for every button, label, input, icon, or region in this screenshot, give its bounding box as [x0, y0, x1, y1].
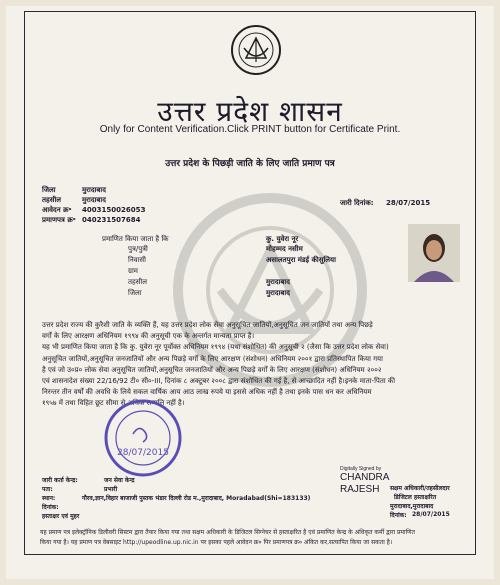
holder-photo — [408, 224, 460, 282]
footer-line-1: यह प्रमाण पत्र इलेक्ट्रॉनिक डिलीवरी सिस्टम द्वारा तैयार किया गया तथा सक्षम अधिकारी के डिजिटल सिग्नेचर से हस्ताक्षरित है एवं प्रमाणित केन्द्र के अधिकृत कर्मी द्वारा प्रमाणित — [40, 529, 415, 536]
body-line-6: एवं शासनादेश संख्या 22/16/92 टी० सी०-III, दिनांक ८ अक्टूबर २००८ द्वारा संशोधित की गई है, से आच्छादित नहीं है।इनके माता-पिता की — [42, 377, 396, 386]
application-value: 400315002605З — [82, 206, 146, 214]
body-line-5: है एवं जो उ०प्र० लोक सेवा अनुसूचित जातियों,अनुसूचित जनजातियों और अन्य पिछड़े वर्गों के लिए आरक्षण (संशोधन) अधिनियम २००२ — [42, 365, 382, 374]
signer-place: मुरादाबाद,मुरादाबाद — [390, 503, 434, 510]
issuer-sign-label: हस्ताक्षर एवं मुहर — [42, 513, 80, 520]
signer-name-line-1: CHANDRA — [340, 472, 390, 483]
father-name: मोहम्मद नसीम — [266, 245, 303, 253]
body-line-3: यह भी प्रमाणित किया जाता है कि कु. युवेरा नूर पूर्वोक्त अधिनियम १९९४ (यथा संशोधित) की अनुसूची २ (जैसा कि उत्तर प्रदेश लोक सेवा) — [42, 343, 389, 352]
issue-date-value: 28/07/2015 — [386, 199, 431, 207]
footer-line-2: किया गया है। यह प्रमाण पत्र वेबसाइट http://upeodline.up.nic.in पर इसका पहले आवेदन क्र० पिर प्रमाणपत्र क्र० अंकित कर,सत्यापित किया जा सकता है। — [40, 539, 393, 546]
district-label: जिला — [42, 186, 56, 194]
stamp-date: 28/07/2015 — [117, 448, 169, 458]
details-district-value: मुरादाबाद — [266, 289, 290, 297]
digital-signature-caption: Digitally Signed by — [340, 466, 382, 472]
resident-value: असालतपुरा मंडई कीसुलिया — [266, 256, 336, 264]
issuer-address-label: पता: — [42, 486, 53, 493]
verification-note: Only for Content Verification.Click PRINT button for Certificate Print. — [99, 124, 401, 135]
body-line-2: वर्गों के लिए आरक्षण अधिनियम १९९४ की अनुसूची एक के अन्तर्गत मान्यता प्राप्त है। — [42, 332, 255, 341]
signer-role: सक्षम अधिकारी/तहसीलदार — [390, 485, 450, 492]
signer-digital: डिजिटल हस्ताक्षरित — [394, 494, 437, 501]
holder-name: कु. युवेरा नूर — [266, 235, 299, 243]
issue-date-label: जारी दिनांक: — [340, 199, 374, 207]
official-stamp-icon — [103, 398, 183, 478]
body-line-4: अनुसूचित जातियों,अनुसूचित जनजातियों और अन्य पिछड़े वर्गों के लिए आरक्षण (संशोधन) अधिनियम २००१ द्वारा प्रतिस्थापित किया गया — [42, 354, 383, 363]
body-line-7: निरन्तर तीन वर्षों की अवधि के लिये सकल वार्षिक आय आठ लाख रुपये या इससे अधिक नहीं है तथा इनके पास धन कर अधिनियम — [42, 388, 372, 397]
details-tehsil-value: मुरादाबाद — [266, 278, 290, 286]
certificate-no-label: प्रमाणपत्र क्र॰ — [42, 216, 76, 224]
issuer-address-value: प्रभारी — [104, 486, 118, 493]
issuer-place-value: गौरव,ज्ञान,विहार बाजाजी पुस्तक भंडार दिल्ली रोड म.,मुरादाबाद, Moradabad(Shi=183133) — [82, 495, 311, 502]
certificate-footer — [40, 528, 460, 548]
details-district-label: जिला — [128, 289, 142, 297]
issuer-center-label: जारी कर्ता केन्द्र: — [42, 477, 78, 484]
up-emblem-icon — [230, 24, 282, 76]
father-label: पुत्र/पुत्री — [128, 245, 148, 253]
details-intro: प्रमाणित किया जाता है कि — [102, 235, 169, 243]
tehsil-value: मुरादाबाद — [82, 196, 106, 204]
certificate-body — [42, 320, 462, 410]
tehsil-label: तहसील — [42, 196, 61, 204]
signer-name-line-2: RAJESH — [340, 484, 380, 495]
body-line-1: उत्तर प्रदेश राज्य की कुरैशी जाति के व्यक्ति हैं, यह उत्तर प्रदेश लोक सेवा अनुसूचित जातियों,अनुसूचित जन जातियों तथा अन्य पिछड़े — [42, 321, 373, 329]
page-title: उत्तर प्रदेश शासन — [157, 95, 343, 128]
certificate-heading: उत्तर प्रदेश के पिछड़ी जाति के लिए जाति प्रमाण पत्र — [165, 159, 335, 169]
district-value: मुरादाबाद — [82, 186, 106, 194]
application-label: आवेदन क्र॰ — [42, 206, 72, 214]
resident-label: निवासी — [128, 256, 146, 264]
details-tehsil-label: तहसील — [128, 278, 147, 286]
issuer-place-label: स्थान: — [42, 495, 56, 502]
village-label: ग्राम — [128, 267, 138, 275]
body-line-8: १९५७ में तथा विहित छूट सीमा से अधिक सम्पत्ति नहीं है। — [42, 399, 185, 408]
signer-date-value: 28/07/2015 — [412, 511, 450, 518]
signer-date-label: दिनांक: — [390, 512, 407, 519]
issuer-center-value: जन सेवा केन्द्र — [104, 477, 135, 484]
issuer-date-label: दिनांक: — [42, 504, 59, 511]
certificate-no-value: 040231507684 — [82, 216, 141, 224]
